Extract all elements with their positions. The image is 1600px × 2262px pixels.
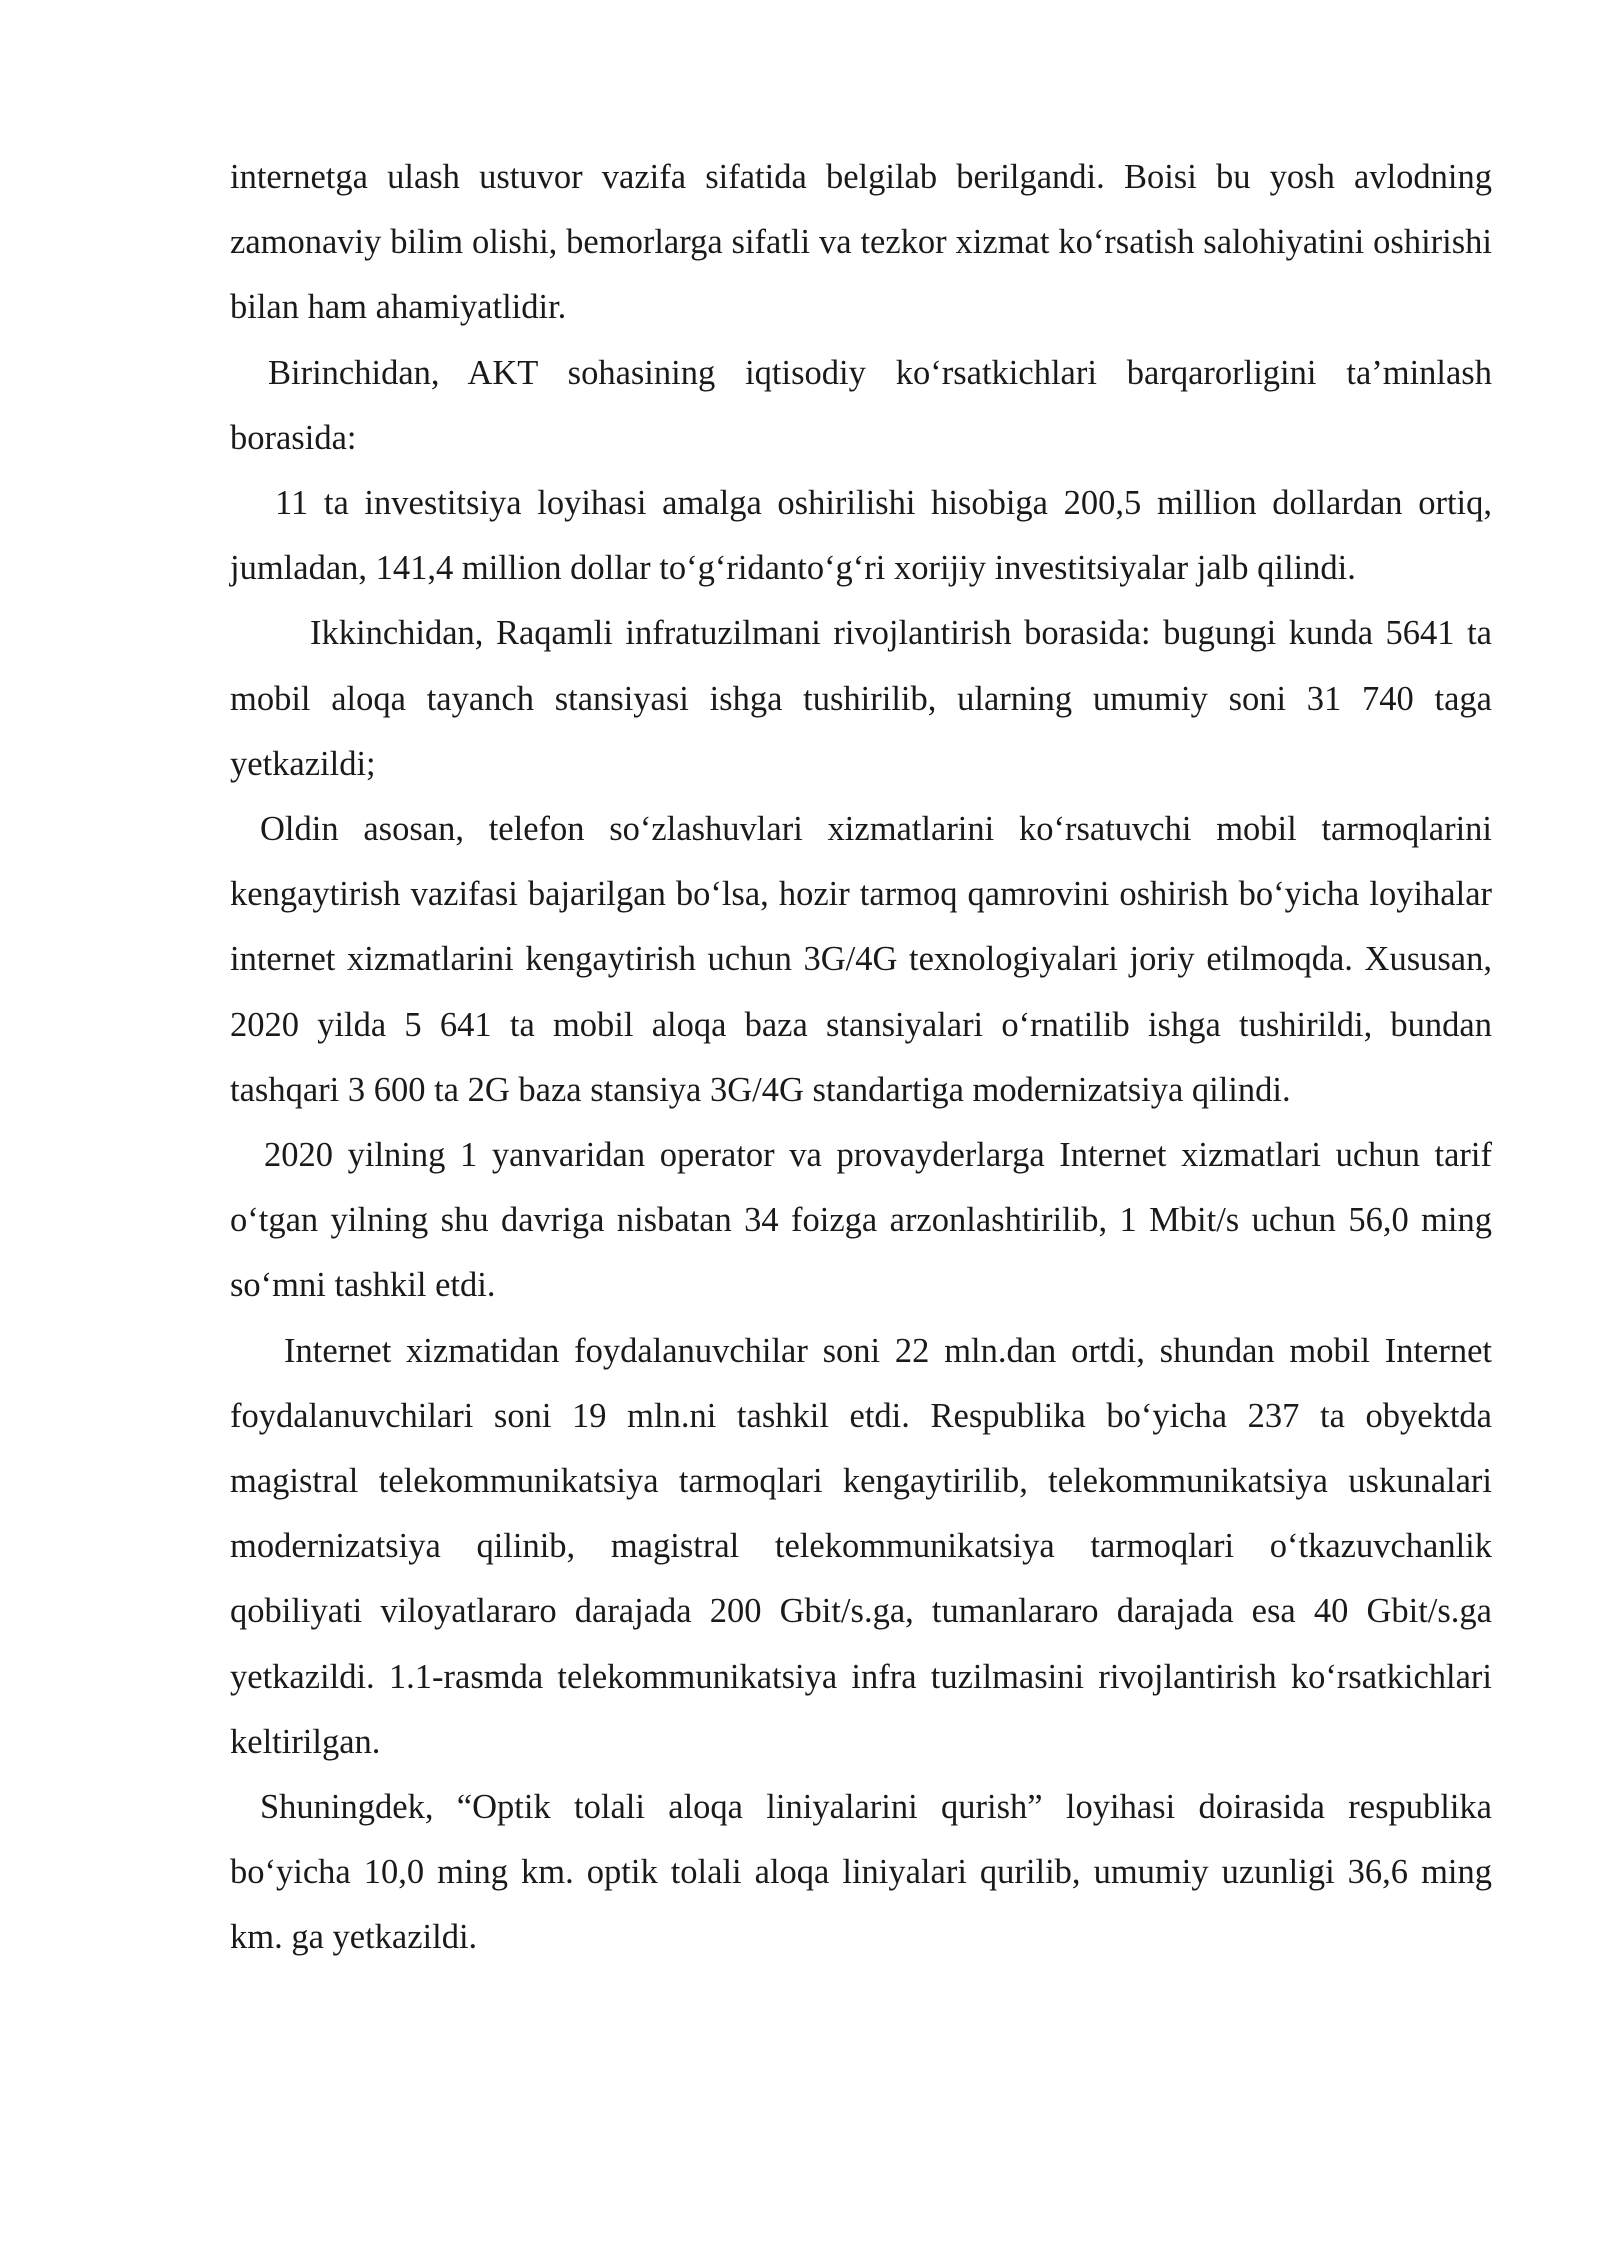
paragraph-2: Birinchidan, AKT sohasining iqtisodiy ko‘rsatkichlari barqarorligini ta’minlash borasida:: [230, 353, 1492, 457]
document-page: [230, 145, 1492, 1971]
paragraph-8: Shuningdek, “Optik tolali aloqa liniyalarini qurish” loyihasi doirasida respublika bo‘yicha 10,0 ming km. optik tolali aloqa liniyalari qurilib, umumiy uzunligi 36,6 ming km. ga yetkazildi.: [230, 1788, 1492, 1957]
paragraph-3: 11 ta investitsiya loyihasi amalga oshirilishi hisobiga 200,5 million dollardan ortiq, jumladan, 141,4 million dollar to‘g‘ridanto‘g‘ri xorijiy investitsiyalar jalb qilindi.: [230, 484, 1492, 588]
paragraph-4: Ikkinchidan, Raqamli infratuzilmani rivojlantirish borasida: bugungi kunda 5641 ta mobil aloqa tayanch stansiyasi ishga tushirilib, ularning umumiy soni 31 740 taga yetkazildi;: [230, 614, 1492, 783]
paragraph-6: 2020 yilning 1 yanvaridan operator va provayderlarga Internet xizmatlari uchun tarif o‘tgan yilning shu davriga nisbatan 34 foizga arzonlashtirilib, 1 Mbit/s uchun 56,0 ming so‘mni tashkil etdi.: [230, 1136, 1492, 1305]
paragraph-7: Internet xizmatidan foydalanuvchilar soni 22 mln.dan ortdi, shundan mobil Internet foydalanuvchilari soni 19 mln.ni tashkil etdi. Respublika bo‘yicha 237 ta obyektda magistral telekommunikatsiya tarmoqlari kengaytirilib, telekommunikatsiya uskunalari modernizatsiya qilinib, magistral telekommunikatsiya tarmoqlari o‘tkazuvchanlik qobiliyati viloyatlararo darajada 200 Gbit/s.ga, tumanlararo darajada esa 40 Gbit/s.ga yetkazildi. 1.1-rasmda telekommunikatsiya infra tuzilmasini rivojlantirish ko‘rsatkichlari keltirilgan.: [230, 1331, 1492, 1761]
paragraph-1: internetga ulash ustuvor vazifa sifatida belgilab berilgandi. Boisi bu yosh avlodning zamonaviy bilim olishi, bemorlarga sifatli va tezkor xizmat ko‘rsatish salohiyatini oshirishi bilan ham ahamiyatlidir.: [230, 158, 1492, 327]
paragraph-5: Oldin asosan, telefon so‘zlashuvlari xizmatlarini ko‘rsatuvchi mobil tarmoqlarini kengaytirish vazifasi bajarilgan bo‘lsa, hozir tarmoq qamrovini oshirish bo‘yicha loyihalar internet xizmatlarini kengaytirish uchun 3G/4G texnologiyalari joriy etilmoqda. Xususan, 2020 yilda 5 641 ta mobil aloqa baza stansiyalari o‘rnatilib ishga tushirildi, bundan tashqari 3 600 ta 2G baza stansiya 3G/4G standartiga modernizatsiya qilindi.: [230, 810, 1492, 1109]
